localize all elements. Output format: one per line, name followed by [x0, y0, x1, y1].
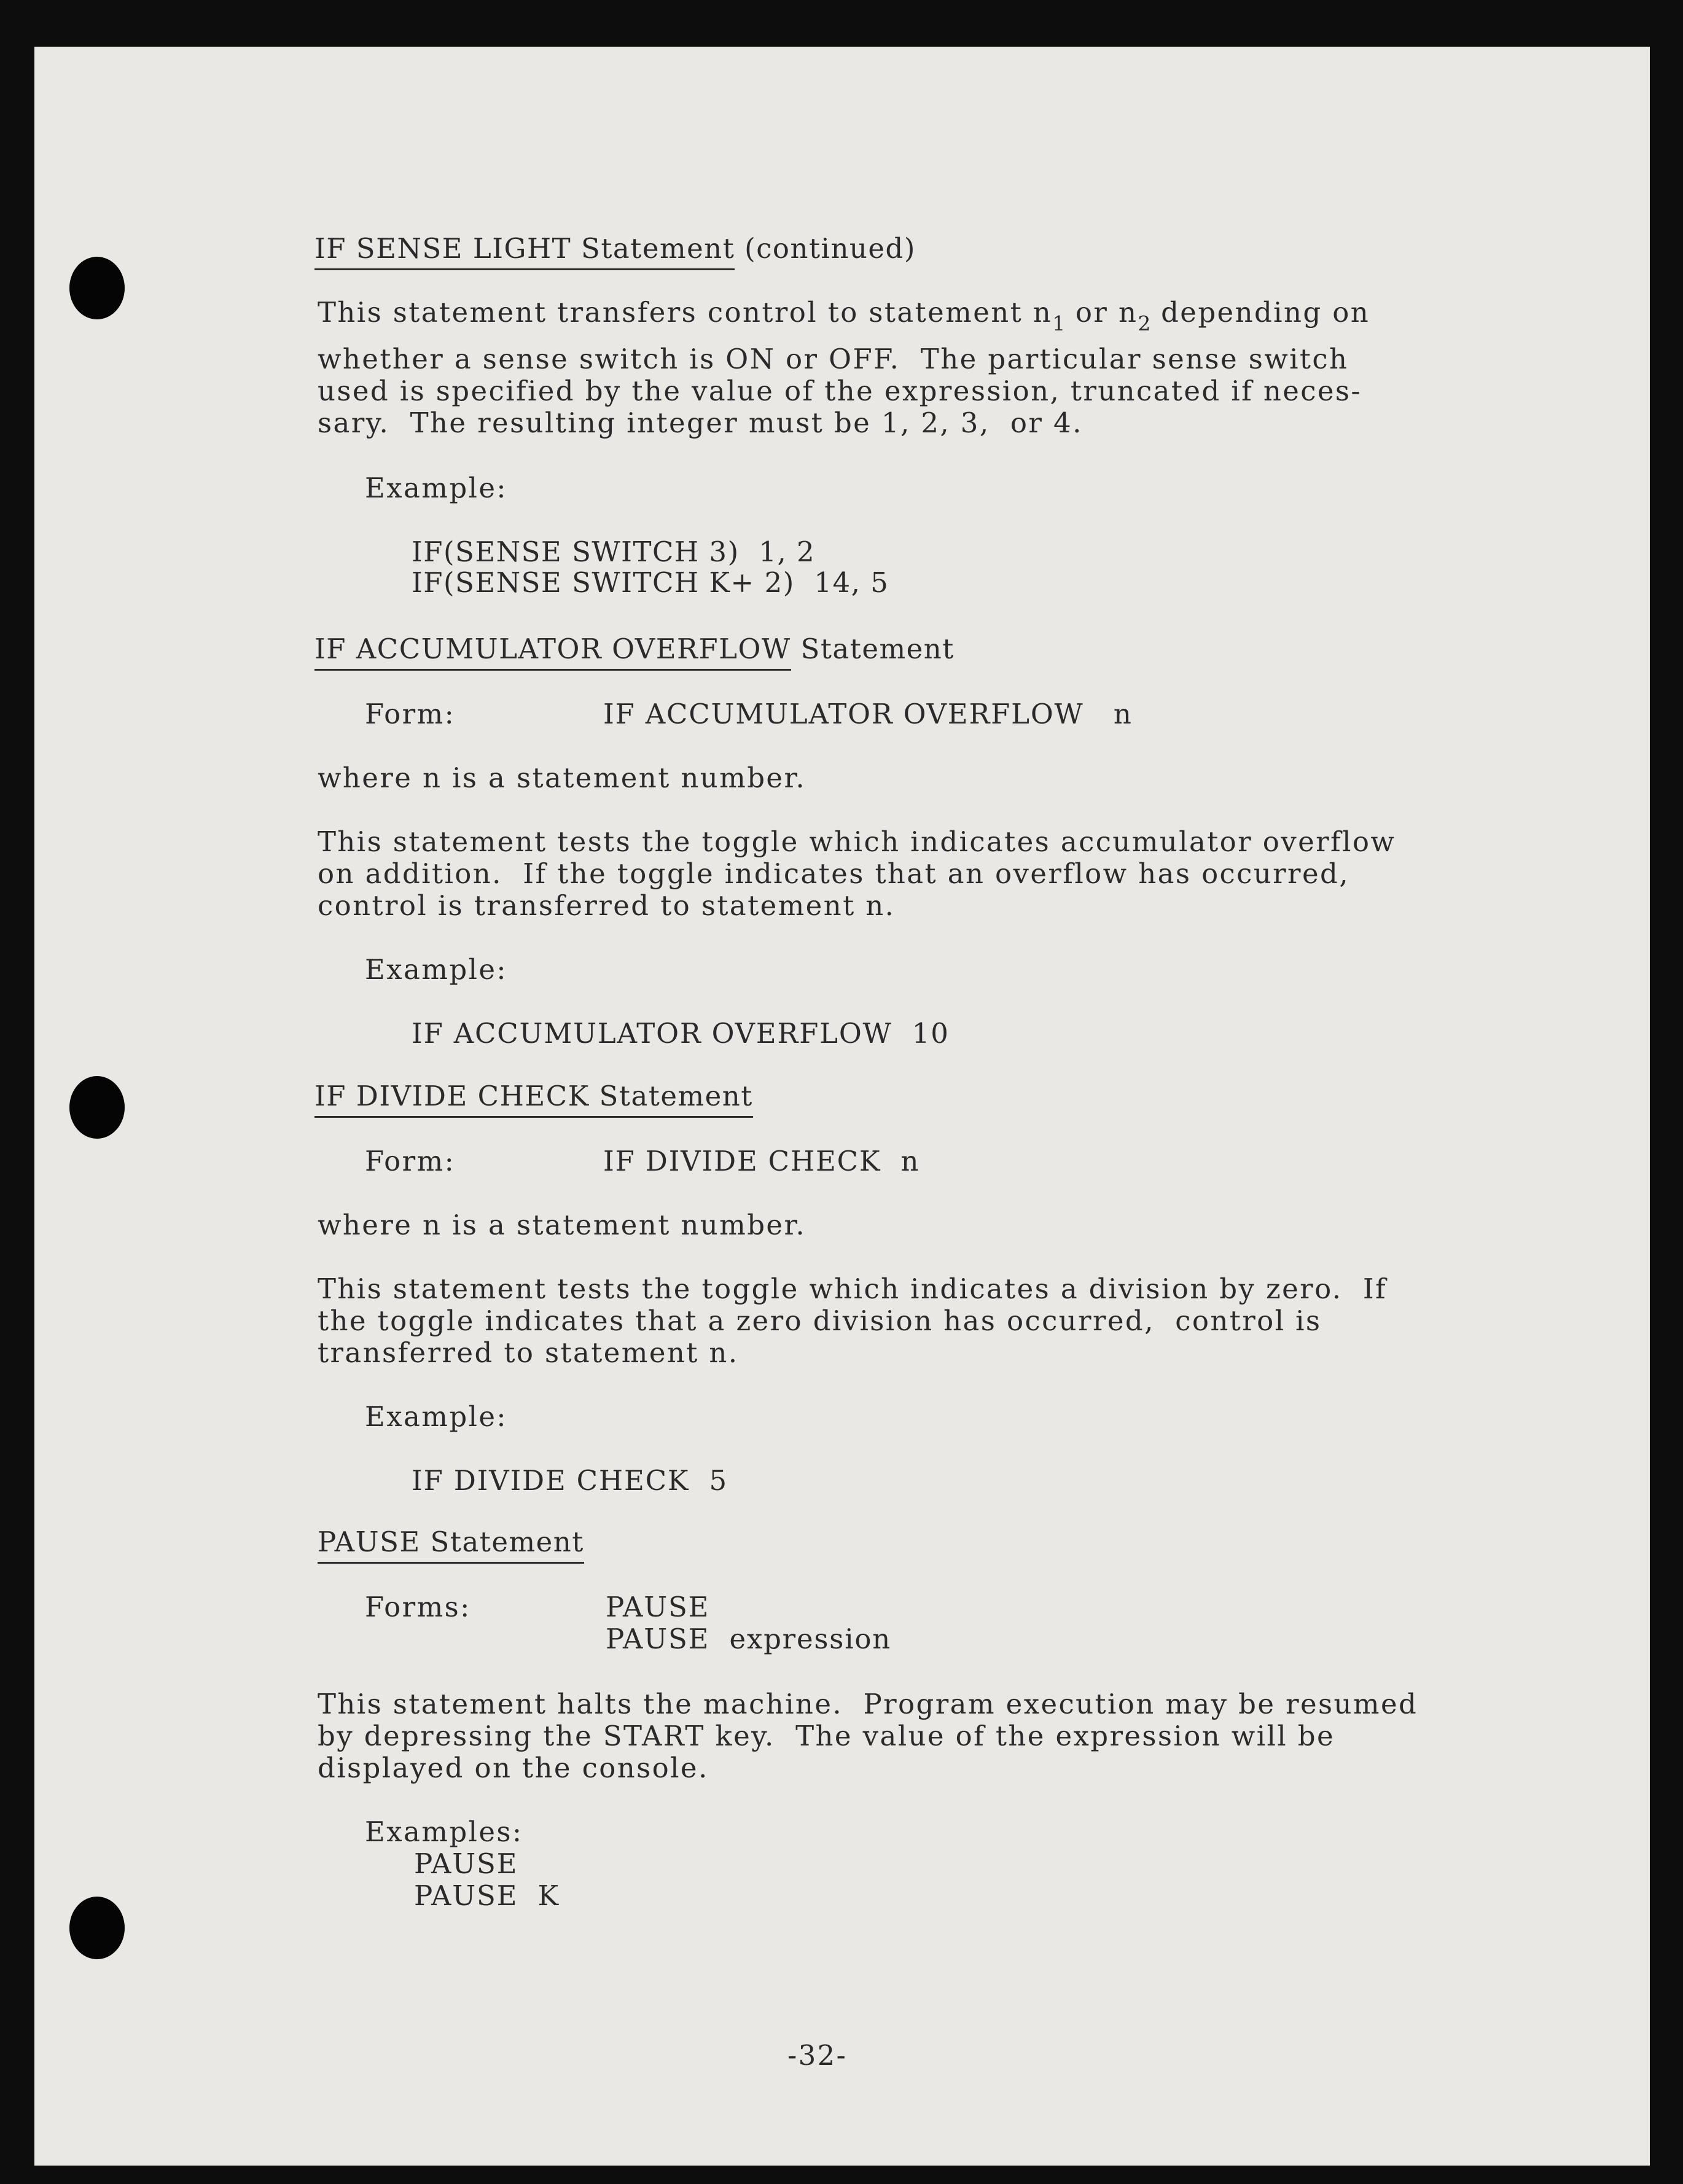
pause-paragraph-line-2: by depressing the START key. The value of the expression will be	[318, 1720, 1335, 1752]
binder-hole-top	[69, 257, 125, 319]
divide-check-example-label: Example:	[365, 1400, 507, 1433]
accumulator-paragraph-line-2: on addition. If the toggle indicates that an overflow has occurred,	[318, 857, 1349, 890]
sense-light-paragraph-line-4: sary. The resulting integer must be 1, 2, 3, or 4.	[318, 407, 1083, 439]
accumulator-title-suffix: Statement	[791, 633, 955, 665]
divide-check-form-label: Form:	[365, 1145, 456, 1177]
text-run: or n	[1065, 296, 1138, 329]
pause-heading	[318, 1528, 584, 1564]
divide-check-example-line: IF DIVIDE CHECK 5	[412, 1464, 728, 1497]
accumulator-heading	[314, 635, 955, 671]
sense-light-paragraph-line-1	[318, 296, 1370, 335]
accumulator-paragraph-line-1: This statement tests the toggle which indicates accumulator overflow	[318, 825, 1396, 858]
text-run: depending on	[1150, 296, 1370, 329]
pause-example-line-2: PAUSE K	[414, 1879, 560, 1912]
sense-light-example-label: Example:	[365, 472, 507, 504]
sense-light-heading	[314, 232, 916, 270]
accumulator-where-line: where n is a statement number.	[318, 762, 806, 794]
divide-check-title: IF DIVIDE CHECK Statement	[314, 1082, 753, 1118]
text-run: This statement transfers control to statement n	[318, 296, 1053, 329]
accumulator-title: IF ACCUMULATOR OVERFLOW	[314, 635, 791, 671]
accumulator-paragraph-line-3: control is transferred to statement n.	[318, 889, 896, 922]
pause-example-line-1: PAUSE	[414, 1847, 518, 1880]
pause-form-1: PAUSE	[606, 1591, 710, 1623]
pause-forms-label: Forms:	[365, 1591, 471, 1623]
pause-examples-label: Examples:	[365, 1815, 523, 1848]
divide-check-form-value: IF DIVIDE CHECK n	[603, 1145, 920, 1177]
sense-light-example-line-1: IF(SENSE SWITCH 3) 1, 2	[412, 536, 816, 568]
divide-check-paragraph-line-1: This statement tests the toggle which indicates a division by zero. If	[318, 1273, 1388, 1305]
accumulator-form-label: Form:	[365, 698, 456, 730]
sense-light-title-suffix: (continued)	[735, 232, 916, 265]
divide-check-paragraph-line-3: transferred to statement n.	[318, 1336, 739, 1369]
pause-paragraph-line-3: displayed on the console.	[318, 1752, 709, 1784]
sense-light-paragraph-line-2: whether a sense switch is ON or OFF. The particular sense switch	[318, 343, 1349, 375]
accumulator-example-line: IF ACCUMULATOR OVERFLOW 10	[412, 1017, 950, 1050]
subscript-1: 1	[1052, 311, 1066, 335]
accumulator-form-value: IF ACCUMULATOR OVERFLOW n	[603, 698, 1133, 730]
accumulator-example-label: Example:	[365, 953, 507, 986]
divide-check-where-line: where n is a statement number.	[318, 1209, 806, 1241]
subscript-2: 2	[1138, 311, 1151, 335]
pause-form-2: PAUSE expression	[606, 1623, 892, 1655]
page-number: -32-	[787, 2039, 848, 2072]
divide-check-heading	[314, 1082, 753, 1118]
pause-paragraph-line-1: This statement halts the machine. Program execution may be resumed	[318, 1688, 1418, 1720]
binder-hole-middle	[69, 1076, 125, 1139]
pause-title: PAUSE Statement	[318, 1528, 584, 1564]
sense-light-title: IF SENSE LIGHT Statement	[314, 235, 735, 270]
sense-light-paragraph-line-3: used is specified by the value of the expression, truncated if neces-	[318, 375, 1362, 407]
divide-check-paragraph-line-2: the toggle indicates that a zero division has occurred, control is	[318, 1305, 1322, 1337]
sense-light-example-line-2: IF(SENSE SWITCH K+ 2) 14, 5	[412, 566, 889, 599]
binder-hole-bottom	[69, 1897, 125, 1959]
